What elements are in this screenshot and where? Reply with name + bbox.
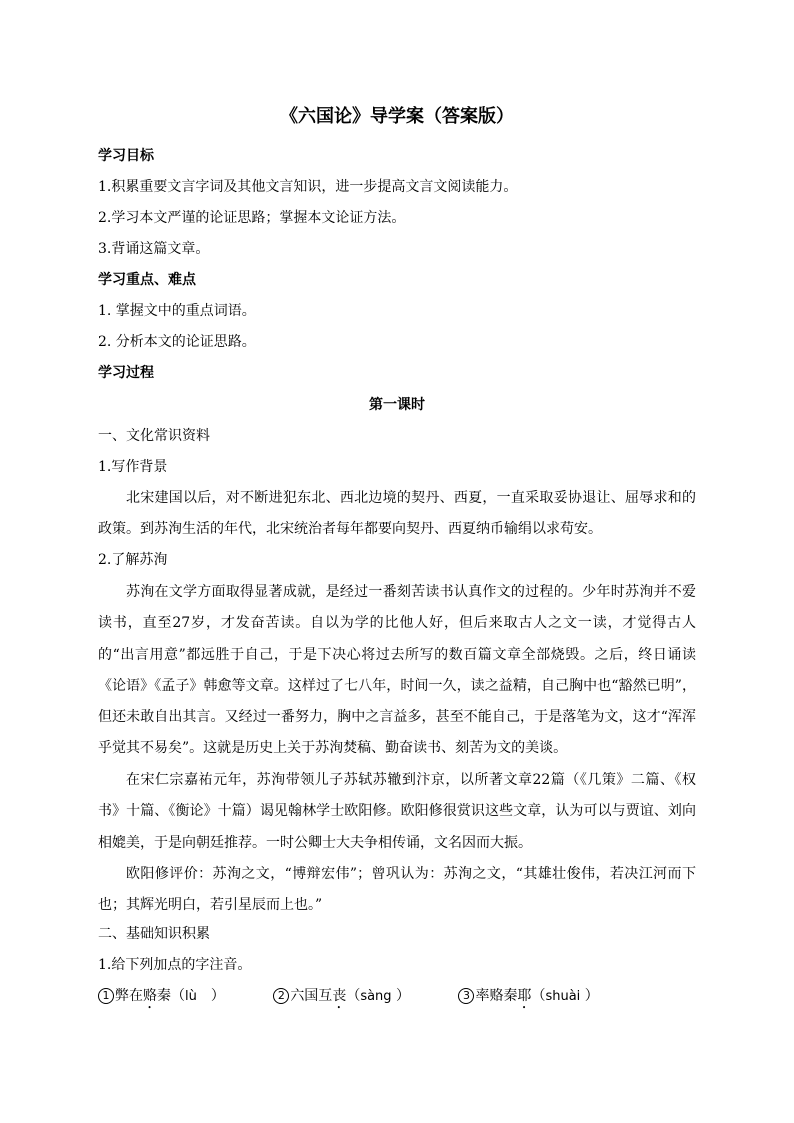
section1-heading: 一、文化常识资料 (98, 428, 210, 444)
key-point-item-1: 1. 掌握文中的重点词语。 (98, 303, 256, 319)
dotted-character: 耶 (517, 988, 532, 1004)
pinyin-question-prompt: 1.给下列加点的字注音。 (98, 957, 252, 973)
objective-item-3: 3.背诵这篇文章。 (98, 241, 210, 257)
dotted-character: 丧 (332, 988, 347, 1004)
closing-paren: ） (391, 988, 410, 1004)
pinyin-answer-1 (98, 986, 225, 1012)
pinyin-answers (98, 986, 599, 1012)
circled-number: 2 (273, 988, 289, 1004)
phrase-text: 弊在 (115, 988, 143, 1004)
about-suxun-paragraph-2: 在宋仁宗嘉祐元年，苏洵带领儿子苏轼苏辙到汴京，以所著文章22篇（《几策》二篇、《权书》十篇、《衡论》十篇）谒见翰林学士欧阳修。欧阳修很赏识这些文章，认为可以与贾谊、刘向相媲美，于是向朝廷推荐。一时公卿士大夫争相传诵，文名因而大振。 (98, 772, 696, 851)
objectives-heading: 学习目标 (98, 148, 154, 164)
dotted-character: 赂 (143, 988, 157, 1004)
phrase-text: （ (531, 988, 546, 1004)
phrase-text: （ (346, 988, 361, 1004)
phrase-text: 六国互 (290, 988, 333, 1004)
pinyin-value: shuài (545, 989, 581, 1004)
key-point-item-2: 2. 分析本文的论证思路。 (98, 334, 256, 350)
background-paragraph: 北宋建国以后，对不断进犯东北、西北边境的契丹、西夏，一直采取妥协退让、屈辱求和的政策。到苏洵生活的年代，北宋统治者每年都要向契丹、西夏纳币输绢以求苟安。 (98, 490, 696, 538)
key-points-heading: 学习重点、难点 (98, 272, 196, 288)
circled-number: 3 (458, 988, 474, 1004)
about-suxun-paragraph-1: 苏洵在文学方面取得显著成就，是经过一番刻苦读书认真作文的过程的。少年时苏洵并不爱读书，直至27岁，才发奋苦读。自以为学的比他人好，但后来取古人之文一读，才觉得古人的“出言用意”都远胜于自己，于是下决心将过去所写的数百篇文章全部烧毁。之后，终日诵读《论语》《孟子》韩愈等文章。这样过了七八年，时间一久，读之益精，自己胸中也“豁然已明”，但还未敢自出其言。又经过一番努力，胸中之言益多，甚至不能自己，于是落笔为文，这才“浑浑乎觉其不易矣”。这就是历史上关于苏洵焚稿、勤奋读书、刻苦为文的美谈。 (98, 584, 696, 757)
closing-paren: ） (196, 988, 225, 1004)
phrase-text: 秦（ (157, 988, 185, 1004)
about-suxun-paragraph-3: 欧阳修评价：苏洵之文，“博辩宏伟”；曾巩认为：苏洵之文，“其雄壮俊伟，若决江河而下也；其辉光明白，若引星辰而上也。” (98, 866, 696, 914)
objective-item-1: 1.积累重要文言字词及其他文言知识，进一步提高文言文阅读能力。 (98, 179, 518, 195)
background-heading: 1.写作背景 (98, 459, 168, 475)
objective-item-2: 2.学习本文严谨的论证思路；掌握本文论证方法。 (98, 210, 406, 226)
closing-paren: ） (580, 988, 599, 1004)
circled-number: 1 (98, 988, 114, 1004)
lesson-title: 第一课时 (369, 397, 425, 413)
pinyin-answer-2 (273, 986, 410, 1012)
pinyin-value: lù (185, 989, 197, 1004)
pinyin-value: sàng (360, 989, 392, 1004)
section2-heading: 二、基础知识积累 (98, 926, 210, 942)
process-heading: 学习过程 (98, 365, 154, 381)
document-title: 《六国论》导学案（答案版） (280, 106, 514, 127)
pinyin-answer-3 (458, 986, 598, 1012)
phrase-text: 率赂秦 (475, 988, 518, 1004)
about-suxun-heading: 2.了解苏洵 (98, 552, 168, 568)
